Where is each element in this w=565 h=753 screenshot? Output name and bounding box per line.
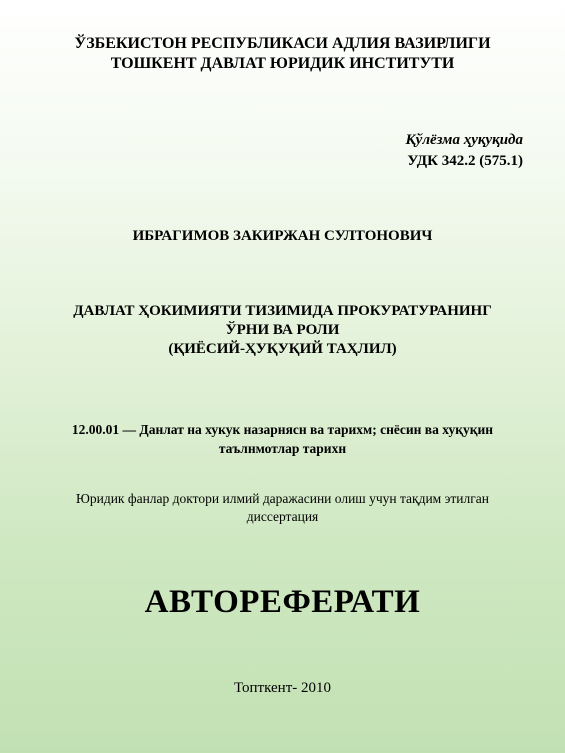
udc-code: УДК 342.2 (575.1): [407, 153, 523, 169]
degree-line-2: диссертация: [246, 509, 319, 524]
dissertation-title: [0, 302, 565, 359]
specialty-code: [0, 420, 565, 458]
city-and-year: Топткент- 2010: [233, 680, 332, 696]
specialty-line-2: таълнмотлар тарихн: [218, 441, 347, 456]
manuscript-rights-note: Қўлёзма ҳуқуқида: [405, 132, 523, 148]
title-line-2: ЎРНИ ВА РОЛИ: [225, 322, 340, 338]
classification-block: [406, 130, 524, 172]
ministry-name: ЎЗБЕКИСТОН РЕСПУБЛИКАСИ АДЛИЯ ВАЗИРЛИГИ: [74, 35, 491, 52]
specialty-line-1: 12.00.01 — Данлат на хукук назарнясн ва тарихм; снёсин ва хуқуқин: [71, 422, 494, 437]
title-line-1: ДАВЛАТ ҲОКИМИЯТИ ТИЗИМИДА ПРОКУРАТУРАНИНГ: [73, 303, 492, 319]
institution-header: [0, 34, 565, 74]
degree-line-1: Юридик фанлар доктори илмий даражасини олиш учун тақдим этилган: [75, 491, 490, 506]
title-line-3: (ҚИЁСИЙ-ҲУҚУҚИЙ ТАҲЛИЛ): [168, 341, 397, 357]
document-type-heading: АВТОРЕФЕРАТИ: [144, 584, 421, 620]
institute-name: ТОШКЕНТ ДАВЛАТ ЮРИДИК ИНСТИТУТИ: [110, 55, 455, 72]
degree-statement: [0, 490, 565, 526]
author-name: ИБРАГИМОВ ЗАКИРЖАН СУЛТОНОВИЧ: [132, 228, 433, 244]
